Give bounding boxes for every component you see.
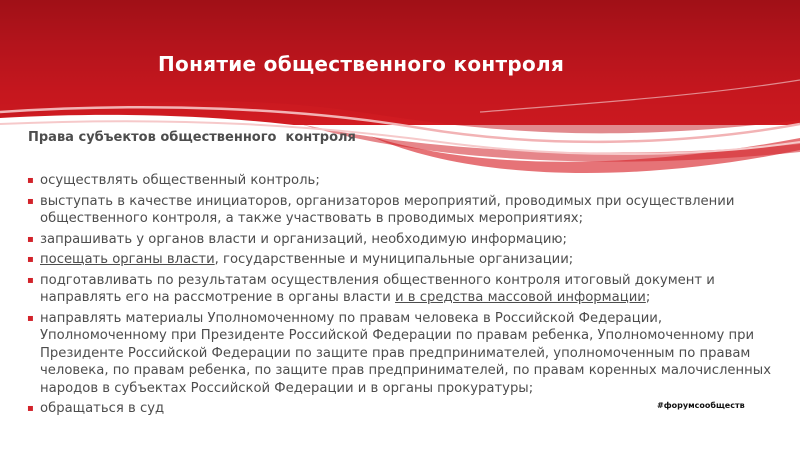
list-item-text: ; (645, 290, 651, 305)
list-item (40, 251, 792, 269)
decorative-waves (0, 0, 800, 200)
list-item (40, 231, 792, 249)
list-item-text: выступать в качестве инициаторов, организаторов мероприятий, проводимых при осуществлении общественного контроля, а также участвовать в проводимых мероприятиях; (40, 193, 735, 226)
underlined-text: и в средства массовой информации (395, 290, 646, 305)
hashtag-watermark: #форумсообществ (657, 400, 767, 411)
list-item-text: осуществлять общественный контроль; (40, 173, 320, 188)
list-item-text: , государственные и муниципальные организации; (214, 252, 574, 267)
list-item-text: подготавливать по результатам осуществления общественного контроля итоговый документ и направлять его на рассмотрение в органы власти (40, 272, 715, 305)
list-item-text: обращаться в суд (40, 401, 165, 416)
list-item (40, 310, 792, 398)
slide-subtitle: Права субъектов общественного контроля (28, 130, 356, 145)
list-item (40, 172, 792, 190)
list-item-text: запрашивать у органов власти и организаций, необходимую информацию; (40, 231, 567, 247)
list-item-text: направлять материалы Уполномоченному по правам человека в Российской Федерации, Уполномоченному при Президенте Российской Федерации по правам ребенка, Уполномоченному при Президенте Российской Федерации по защите прав предпринимателей, уполномоченным по правам человека, по правам ребенка, по защите прав предпринимателей, по правам коренных малочисленных народов в субъектах Российской Федерации и в органы прокуратуры; (40, 310, 772, 396)
list-item (40, 193, 792, 228)
rights-list (40, 172, 792, 421)
slide-title: Понятие общественного контроля (158, 52, 565, 76)
list-item (40, 272, 792, 307)
underlined-text: посещать органы власти (40, 252, 215, 267)
